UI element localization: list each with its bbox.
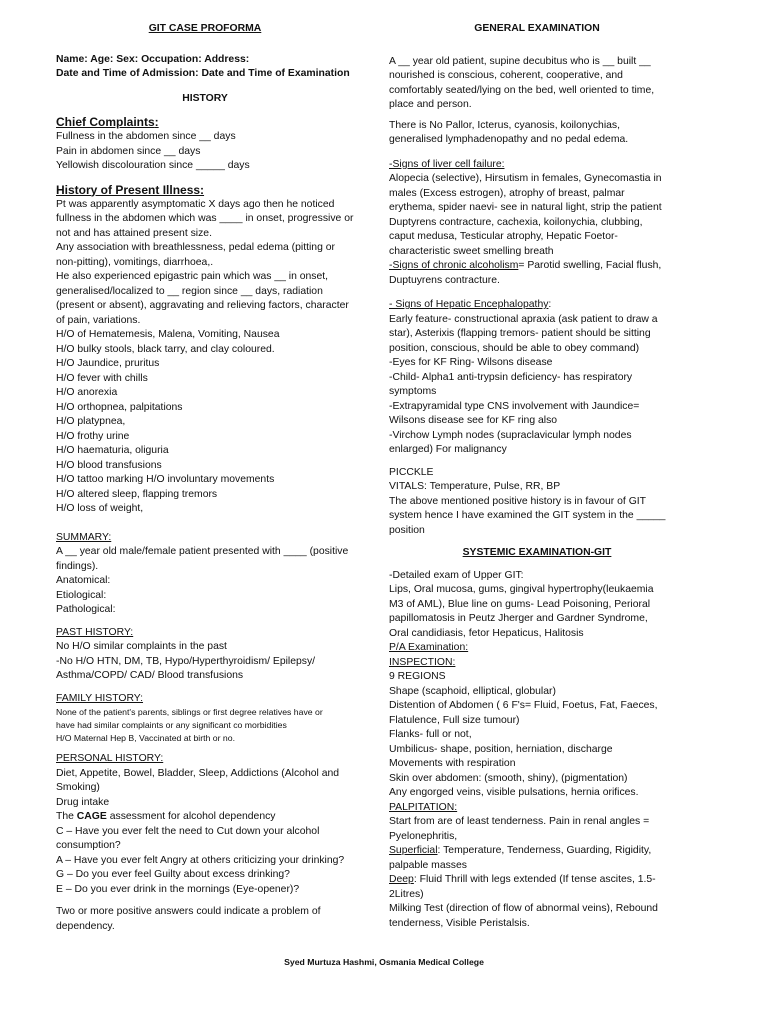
closing-line: Two or more positive answers could indicate a problem of	[56, 906, 321, 918]
intro-line: place and person.	[389, 99, 472, 110]
summary-heading: SUMMARY:	[56, 531, 112, 543]
liver-line: males (Excess estrogen), atrophy of breast, palmar	[389, 187, 625, 199]
hopi-line: of pain, variations.	[56, 314, 141, 326]
summary-line: Etiological:	[56, 589, 107, 601]
hopi-line: H/O of Hematemesis, Malena, Vomiting, Nausea	[56, 329, 280, 340]
liver-line: characteristic sweet smelling breath	[389, 245, 554, 257]
inspection-line: Any engorged veins, visible pulsations, hernia orifices.	[389, 787, 639, 798]
alcoholism-line: -Signs of chronic alcoholism= Parotid swelling, Facial flush,	[389, 260, 662, 271]
history-heading: HISTORY	[182, 92, 228, 104]
summary-line: Anatomical:	[56, 575, 111, 586]
admission-fields-line: Date and Time of Admission: Date and Time of Examination	[56, 68, 350, 79]
personal-line: Diet, Appetite, Bowel, Bladder, Sleep, Addictions (Alcohol and	[56, 767, 340, 779]
uppergit-line: Lips, Oral mucosa, gums, gingival hypertrophy(leukaemia	[389, 584, 654, 595]
hopi-line: fullness in the abdomen which was ____ in onset, progressive or	[56, 213, 354, 224]
liver-failure-block	[389, 172, 685, 259]
left-column	[56, 22, 354, 934]
enceph-line: Wilsons disease see for KF ring also	[389, 415, 558, 426]
cage-intro: The CAGE assessment for alcohol dependency	[56, 811, 276, 823]
personal-history-block	[56, 767, 354, 811]
inspection-line: Distention of Abdomen ( 6 F's= Fluid, Foetus, Fat, Faeces,	[389, 700, 658, 711]
closing-line: dependency.	[56, 920, 115, 932]
chief-complaints-heading: Chief Complaints:	[56, 115, 159, 129]
cage-line: consumption?	[56, 840, 121, 852]
superficial-line-2: palpable masses	[389, 859, 467, 871]
inspection-heading: INSPECTION:	[389, 656, 456, 668]
palpitation-block	[389, 815, 685, 844]
chief-complaint-item: Yellowish discolouration since _____ days	[56, 160, 250, 171]
inspection-block	[389, 670, 685, 801]
hopi-line: H/O Jaundice, pruritus	[56, 358, 160, 369]
hopi-line: H/O platypnea,	[56, 416, 126, 427]
enceph-line: -Virchow Lymph nodes (supraclavicular lymph nodes	[389, 429, 632, 441]
general-exam-title: GENERAL EXAMINATION	[474, 23, 600, 34]
hopi-line: Pt was apparently asymptomatic X days ago then he noticed	[56, 198, 335, 210]
liver-line: erythema, spider naevi- see in natural light, strip the patient	[389, 202, 662, 213]
family-history-heading: FAMILY HISTORY:	[56, 692, 144, 704]
past-history-heading: PAST HISTORY:	[56, 626, 134, 638]
hopi-line: not and has attained present size.	[56, 227, 212, 239]
liver-line: caput medusa, Testicular atrophy, Hepatic Foetor-	[389, 231, 618, 242]
hopi-line: H/O fever with chills	[56, 372, 148, 384]
picckle-line: PICCKLE	[389, 466, 434, 478]
proforma-title: GIT CASE PROFORMA	[148, 23, 262, 34]
picckle-line: system hence I have examined the GIT system in the _____	[389, 510, 666, 521]
encephalopathy-heading: - Signs of Hepatic Encephalopathy:	[389, 299, 552, 310]
inspection-line: Movements with respiration	[389, 758, 516, 769]
enceph-line: enlarged) For malignancy	[389, 444, 507, 455]
uppergit-line: Oral candidiasis, fetor Hepaticus, Halitosis	[389, 627, 584, 639]
hopi-block	[56, 198, 354, 517]
vitals-block	[389, 466, 685, 539]
hopi-line: H/O altered sleep, flapping tremors	[56, 488, 218, 500]
summary-line: findings).	[56, 560, 99, 572]
hopi-line: H/O orthopnea, palpitations	[56, 401, 183, 413]
liver-failure-heading: -Signs of liver cell failure:	[389, 158, 505, 170]
palp-line: Pyelonephritis,	[389, 830, 458, 842]
family-line: have had similar complaints or any significant co morbidities	[56, 719, 287, 730]
enceph-line: position, conscious, should be able to obey command)	[389, 342, 640, 354]
summary-line: Pathological:	[56, 604, 116, 615]
picckle-line: position	[389, 524, 425, 536]
hopi-line: H/O tattoo marking H/O involuntary movements	[56, 474, 275, 485]
general-intro-block	[389, 55, 685, 113]
hopi-heading: History of Present Illness:	[56, 182, 205, 197]
no-pallor-block	[389, 119, 685, 148]
intro-line: comfortably seated/lying on the bed, well oriented to time,	[389, 84, 655, 96]
hopi-line: He also experienced epigastric pain which was __ in onset,	[56, 271, 329, 282]
picckle-line: VITALS: Temperature, Pulse, RR, BP	[389, 481, 561, 492]
palp-line: Start from are of least tenderness. Pain in renal angles =	[389, 816, 650, 827]
cage-line: A – Have you ever felt Angry at others criticizing your drinking?	[56, 854, 345, 866]
nopallor-line: There is No Pallor, Icterus, cyanosis, koilonychias,	[389, 119, 620, 131]
hopi-line: H/O anorexia	[56, 387, 118, 398]
picckle-line: The above mentioned positive history is in favour of GIT	[389, 495, 647, 507]
hopi-line: H/O haematuria, oliguria	[56, 445, 169, 456]
deep-line-2: 2Litres)	[389, 888, 424, 900]
hopi-line: non-pitting), vomitings, diarrhoea,.	[56, 256, 214, 268]
past-line: -No H/O HTN, DM, TB, Hypo/Hyperthyroidism/ Epilepsy/	[56, 655, 316, 667]
final-line: Milking Test (direction of flow of abnormal veins), Rebound	[389, 903, 658, 914]
personal-line: Drug intake	[56, 796, 110, 808]
intro-line: A __ year old patient, supine decubitus who is __ built __	[389, 55, 651, 67]
systemic-exam-heading: SYSTEMIC EXAMINATION-GIT	[462, 547, 612, 558]
inspection-line: Shape (scaphoid, elliptical, globular)	[389, 685, 556, 697]
cage-line: G – Do you ever feel Guilty about excess drinking?	[56, 869, 290, 881]
family-line: None of the patient's parents, siblings or first degree relatives have or	[56, 707, 323, 717]
hopi-line: H/O frothy urine	[56, 430, 130, 442]
summary-line: A __ year old male/female patient presented with ____ (positive	[56, 546, 349, 557]
closing-note	[56, 905, 354, 934]
cage-line: C – Have you ever felt the need to Cut down your alcohol	[56, 825, 320, 837]
inspection-line: 9 REGIONS	[389, 671, 446, 682]
family-line: H/O Maternal Hep B, Vaccinated at birth or no.	[56, 732, 235, 743]
liver-line: Duptyrens contracture, cachexia, koilonychia, clubbing,	[389, 216, 643, 228]
encephalopathy-block	[389, 313, 685, 458]
final-line: tenderness, Visible Peristalsis.	[389, 917, 530, 929]
hopi-line: H/O bulky stools, black tarry, and clay coloured.	[56, 343, 275, 355]
enceph-line: star), Asterixis (flapping tremors- patient should be sitting	[389, 328, 651, 339]
intro-line: nourished is conscious, coherent, cooperative, and	[389, 70, 623, 81]
cage-questions	[56, 825, 354, 898]
enceph-line: -Extrapyramidal type CNS involvement with Jaundice=	[389, 400, 640, 412]
cage-line: E – Do you ever drink in the mornings (Eye-opener)?	[56, 883, 300, 895]
upper-git-block	[389, 569, 685, 642]
inspection-line: Umbilicus- shape, position, herniation, discharge	[389, 743, 613, 755]
uppergit-line: -Detailed exam of Upper GIT:	[389, 569, 524, 581]
uppergit-line: M3 of AML), Blue line on gums- Lead Poisoning, Perioral	[389, 598, 651, 610]
inspection-line: Skin over abdomen: (smooth, shiny), (pigmentation)	[389, 772, 628, 784]
chief-complaint-item: Pain in abdomen since __ days	[56, 145, 201, 157]
hopi-line: H/O blood transfusions	[56, 459, 162, 471]
liver-line: Alopecia (selective), Hirsutism in females, Gynecomastia in	[389, 173, 662, 184]
chief-complaint-item: Fullness in the abdomen since __ days	[56, 131, 236, 142]
family-history-block	[56, 706, 354, 744]
final-block	[389, 902, 685, 931]
enceph-line: symptoms	[389, 386, 437, 397]
nopallor-line: generalised lymphadenopathy and no pedal edema.	[389, 134, 629, 145]
enceph-line: -Eyes for KF Ring- Wilsons disease	[389, 357, 553, 368]
enceph-line: Early feature- constructional apraxia (ask patient to draw a	[389, 313, 658, 325]
past-line: Asthma/COPD/ CAD/ Blood transfusions	[56, 670, 244, 681]
personal-history-heading: PERSONAL HISTORY:	[56, 753, 164, 765]
hopi-line: (present or absent), aggravating and relieving factors, character	[56, 300, 349, 311]
deep-line: Deep: Fluid Thrill with legs extended (If tense ascites, 1.5-	[389, 874, 656, 885]
hopi-line: Any association with breathlessness, pedal edema (pitting or	[56, 242, 335, 253]
hopi-line: H/O loss of weight,	[56, 503, 144, 514]
alcoholism-line-2: Duptuyrens contracture.	[389, 274, 500, 286]
past-history-block	[56, 640, 354, 684]
footer-credit: Syed Murtuza Hashmi, Osmania Medical College	[284, 957, 484, 967]
enceph-line: -Child- Alpha1 anti-trypsin deficiency- has respiratory	[389, 371, 633, 383]
uppergit-line: papillomatosis in Peutz Jherger and Gardner Syndrome,	[389, 613, 648, 624]
patient-fields-line: Name: Age: Sex: Occupation: Address:	[56, 53, 250, 65]
hopi-line: generalised/localized to __ region since __ days, radiation	[56, 285, 323, 297]
personal-line: Smoking)	[56, 782, 100, 794]
palpitation-heading: PALPITATION:	[389, 801, 458, 813]
inspection-line: Flanks- full or not,	[389, 729, 472, 740]
superficial-line: Superficial: Temperature, Tenderness, Guarding, Rigidity,	[389, 845, 652, 856]
right-column	[389, 22, 685, 931]
inspection-line: Flatulence, Full size tumour)	[389, 714, 520, 726]
pa-exam-heading: P/A Examination:	[389, 642, 469, 653]
summary-block	[56, 545, 354, 618]
past-line: No H/O similar complaints in the past	[56, 641, 227, 652]
